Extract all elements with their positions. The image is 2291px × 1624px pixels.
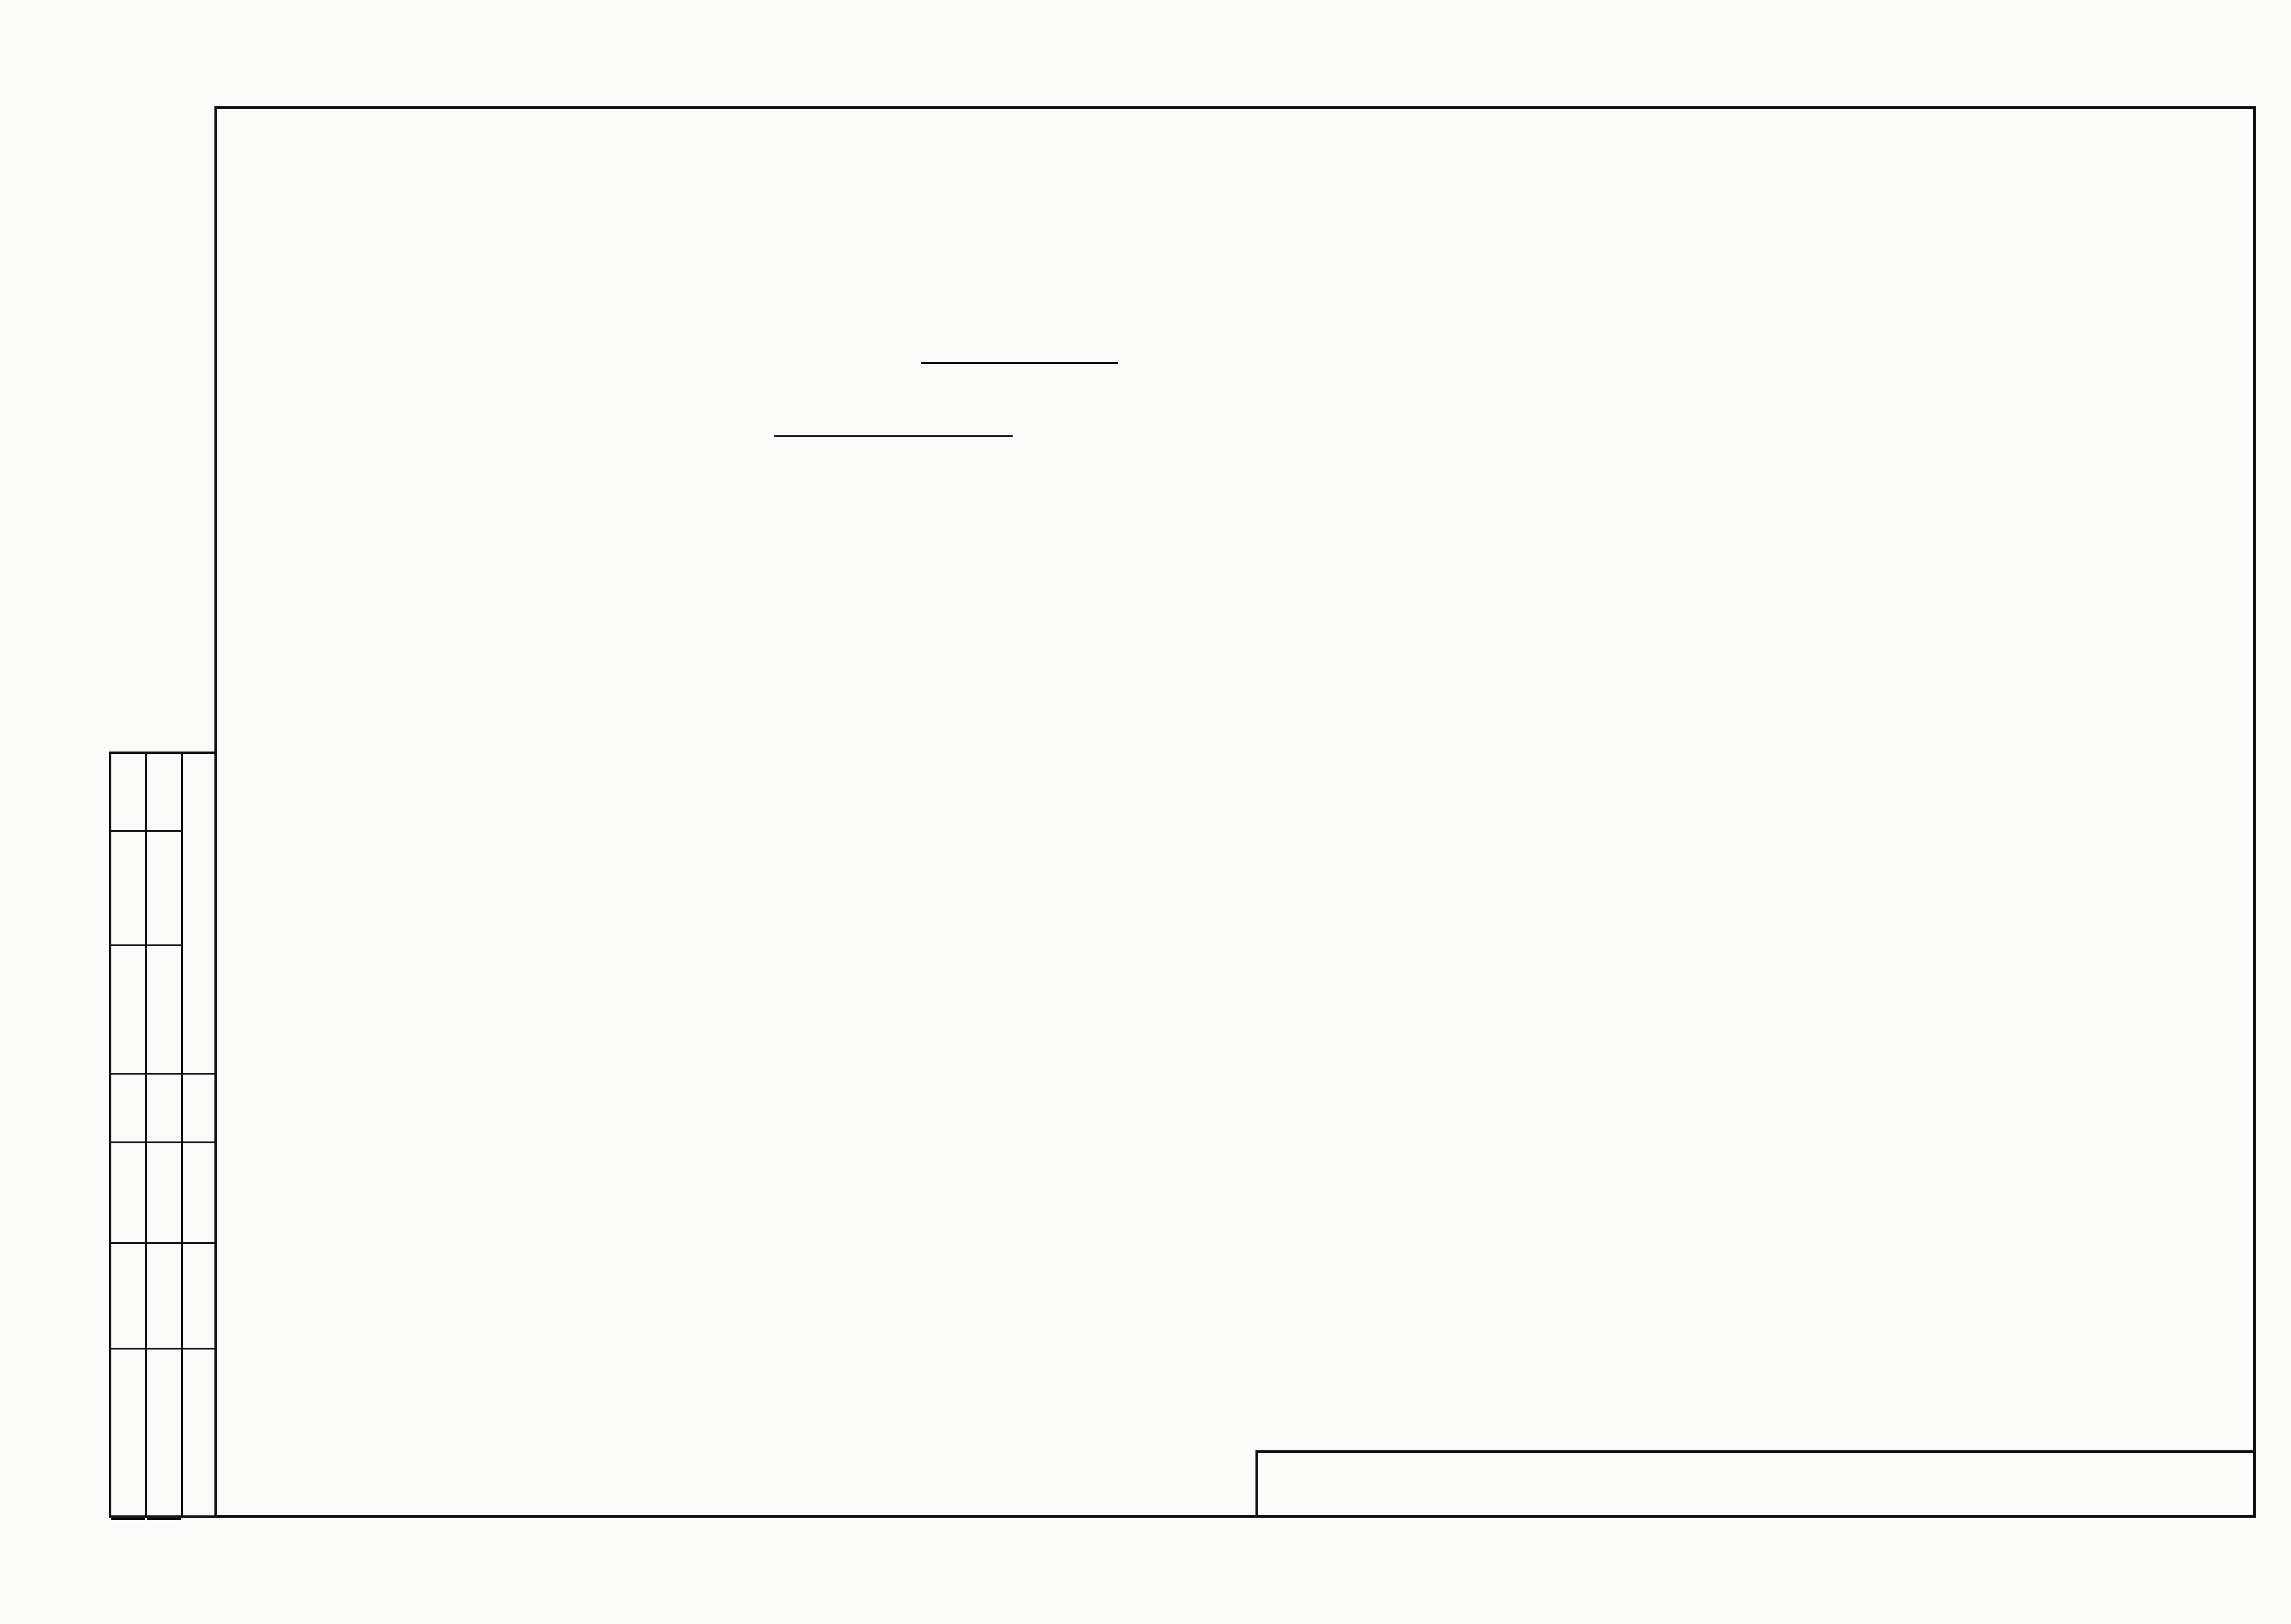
stamp-cell bbox=[183, 946, 217, 1075]
stamp-cell bbox=[183, 1075, 217, 1143]
stamp-cell bbox=[183, 1244, 217, 1350]
stamp-cell bbox=[147, 832, 181, 946]
stamp-cell bbox=[147, 1244, 181, 1350]
stamp-cell bbox=[183, 1143, 217, 1244]
title-block-main bbox=[1255, 1452, 2256, 1518]
stamp-cell bbox=[147, 754, 181, 832]
stamp-cell bbox=[147, 946, 181, 1075]
stamp-cell bbox=[111, 1350, 145, 1520]
stamp-cell bbox=[147, 1143, 181, 1244]
stamp-column-1 bbox=[111, 754, 147, 1515]
fraction-bar bbox=[774, 435, 1013, 437]
stamp-cell bbox=[147, 1350, 181, 1520]
stamp-cell bbox=[111, 1244, 145, 1350]
stamp-column-2 bbox=[147, 754, 183, 1515]
fraction-bar bbox=[921, 362, 1118, 364]
stamp-cell bbox=[111, 1143, 145, 1244]
stamp-cell bbox=[111, 1075, 145, 1143]
signoff-stamp bbox=[109, 752, 217, 1518]
stamp-cell bbox=[111, 946, 145, 1075]
stamp-column-3 bbox=[183, 754, 217, 1515]
stamp-cell bbox=[147, 1075, 181, 1143]
stamp-cell bbox=[111, 832, 145, 946]
stamp-cell bbox=[111, 754, 145, 832]
drawing-frame bbox=[214, 106, 2256, 1518]
